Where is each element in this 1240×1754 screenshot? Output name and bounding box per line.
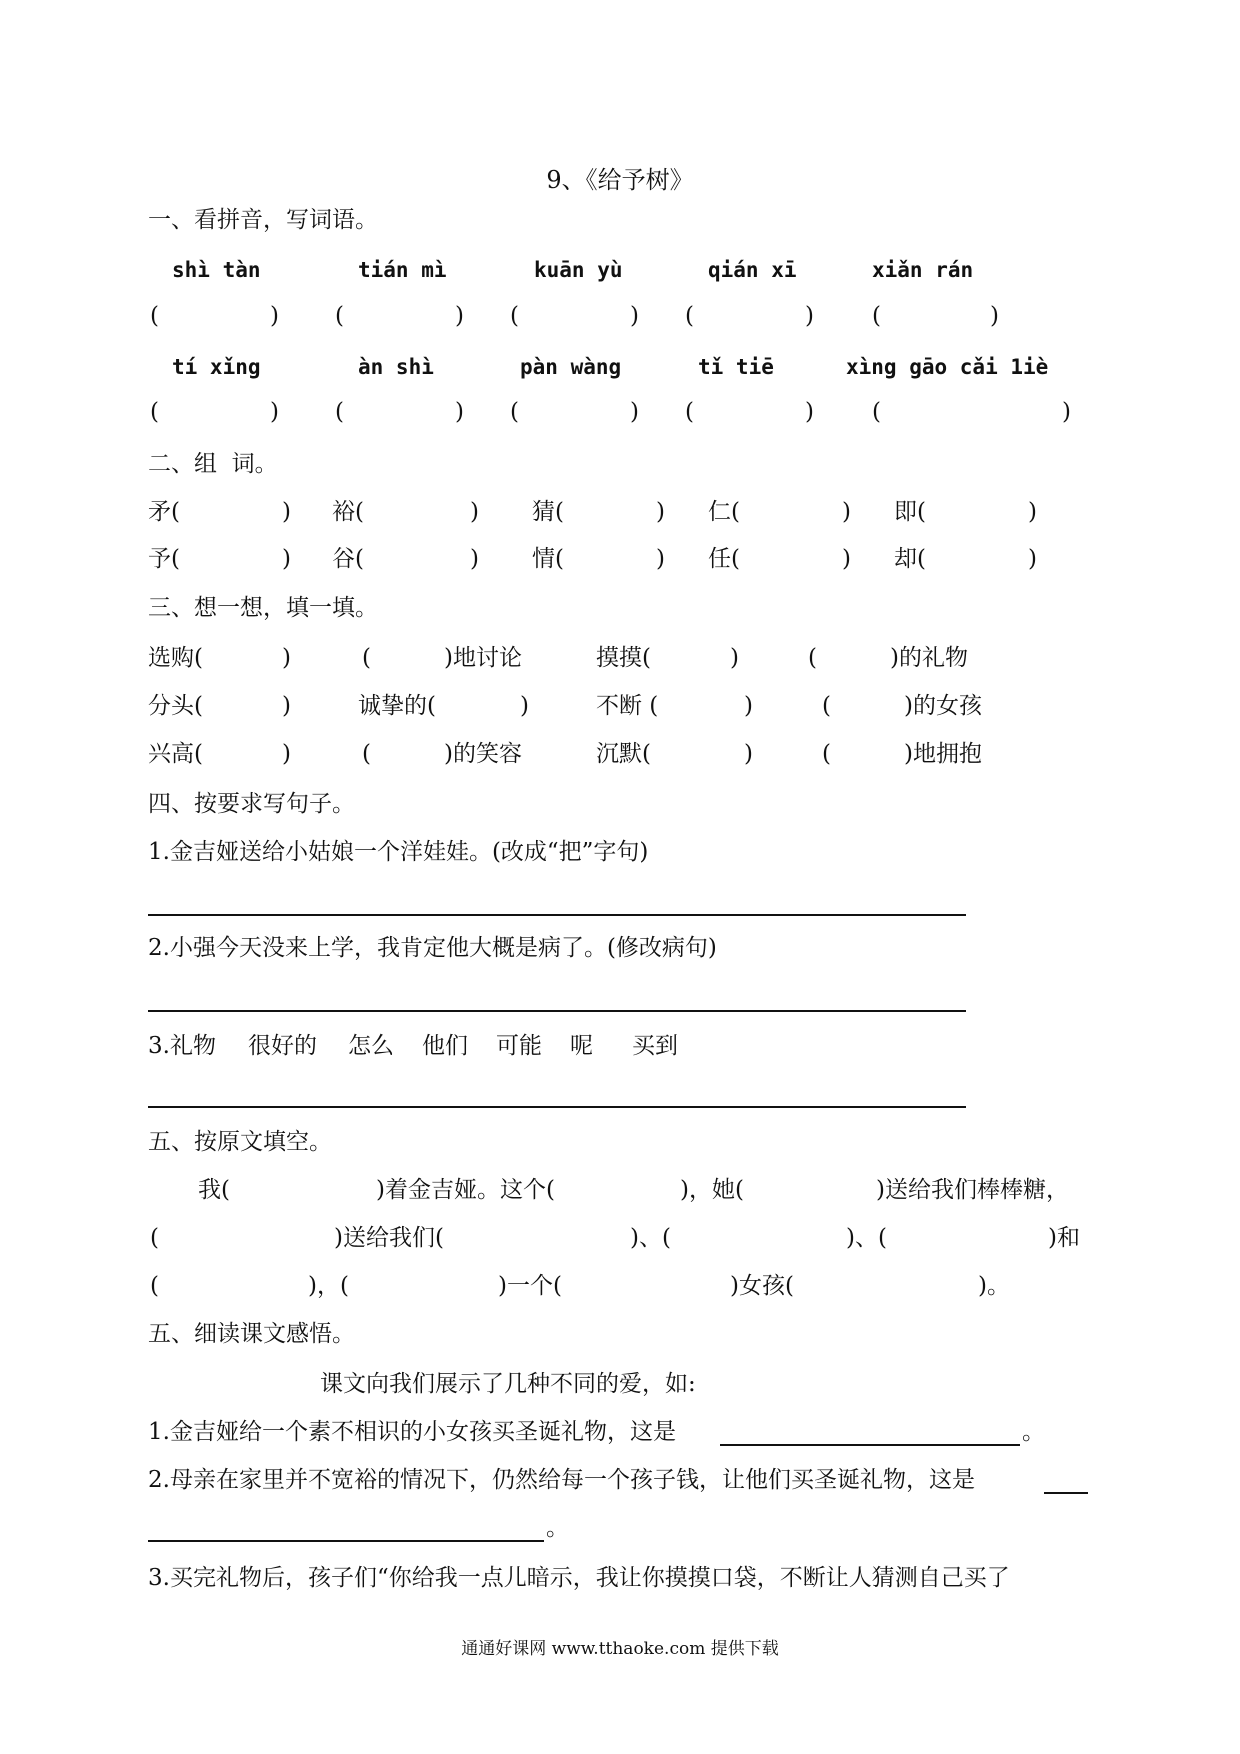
reflection-question-2: 2.母亲在家里并不宽裕的情况下，仍然给每一个孩子钱，让他们买圣诞礼物，这是 [148, 1467, 975, 1493]
section-1-heading: 一、看拼音，写词语。 [148, 207, 378, 233]
paren-open: ( [685, 399, 694, 425]
paren-open: ( [872, 303, 881, 329]
pinyin-3: kuān yù [534, 258, 623, 282]
paren-close: ) [805, 303, 814, 329]
answer-line-1[interactable] [148, 914, 966, 916]
word-item: 情( [532, 546, 564, 572]
fill-item: 不断 ( [596, 693, 659, 719]
passage-fragment: )女孩( [730, 1273, 794, 1299]
passage-fragment: )和 [1048, 1225, 1080, 1251]
paren-open: ( [510, 303, 519, 329]
fill-item: ( [822, 693, 831, 719]
word-item: 裕( [332, 499, 364, 525]
pinyin-4: qián xī [708, 258, 797, 282]
paren-close: ) [470, 499, 479, 525]
passage-fragment: )。 [978, 1273, 1010, 1299]
passage-fragment: )，她( [680, 1177, 744, 1203]
fill-item: 沉默( [596, 741, 651, 767]
section-3-heading: 三、想一想，填一填。 [148, 595, 378, 621]
pinyin-1: shì tàn [172, 258, 261, 282]
pinyin-5: xiǎn rán [872, 258, 974, 282]
paren-open: ( [335, 399, 344, 425]
paren-close: ) [990, 303, 999, 329]
period: 。 [1022, 1419, 1045, 1445]
paren-open: ( [335, 303, 344, 329]
period: 。 [546, 1515, 569, 1541]
passage-fragment: )、( [846, 1225, 887, 1251]
fill-item: 摸摸( [596, 645, 651, 671]
word-order-item: 买到 [632, 1033, 678, 1059]
paren-close: ) [630, 303, 639, 329]
paren-close: ) [630, 399, 639, 425]
word-item: 任( [708, 546, 740, 572]
fill-item: ( [362, 645, 371, 671]
fill-item: ) [282, 741, 291, 767]
fill-item: )地讨论 [444, 645, 522, 671]
fill-item: ( [362, 741, 371, 767]
paren-open: ( [872, 399, 881, 425]
fill-item: ) [744, 693, 753, 719]
section-6-intro: 课文向我们展示了几种不同的爱，如: [320, 1371, 696, 1397]
passage-fragment: ( [150, 1225, 159, 1251]
fill-item: )的礼物 [890, 645, 968, 671]
section-2-heading: 二、组 词。 [148, 451, 278, 477]
paren-close: ) [270, 399, 279, 425]
answer-line-3[interactable] [148, 1106, 966, 1108]
answer-line-5[interactable] [1044, 1492, 1088, 1494]
fill-item: 选购( [148, 645, 203, 671]
fill-item: ) [282, 645, 291, 671]
word-item: 仁( [708, 499, 740, 525]
reflection-question-1: 1.金吉娅给一个素不相识的小女孩买圣诞礼物，这是 [148, 1419, 676, 1445]
paren-close: ) [282, 546, 291, 572]
word-item: 即( [894, 499, 926, 525]
sentence-question-2: 2.小强今天没来上学，我肯定他大概是病了。(修改病句) [148, 935, 717, 961]
word-order-item: 呢 [570, 1033, 593, 1059]
fill-item: ) [520, 693, 529, 719]
paren-close: ) [270, 303, 279, 329]
fill-item: ) [744, 741, 753, 767]
fill-item: ( [822, 741, 831, 767]
reflection-question-3: 3.买完礼物后，孩子们“你给我一点儿暗示，我让你摸摸口袋，不断让人猜测自己买了 [148, 1565, 1010, 1591]
answer-line-6[interactable] [148, 1540, 544, 1542]
fill-item: 兴高( [148, 741, 203, 767]
word-item: 矛( [148, 499, 180, 525]
passage-fragment: )送给我们( [334, 1225, 444, 1251]
pinyin-2: tián mì [358, 258, 447, 282]
passage-fragment: ( [150, 1273, 159, 1299]
passage-fragment: )，( [308, 1273, 349, 1299]
word-order-item: 怎么 [348, 1033, 394, 1059]
word-item: 猜( [532, 499, 564, 525]
passage-fragment: )送给我们棒棒糖， [876, 1177, 1069, 1203]
footer-credit: 通通好课网 www.tthaoke.com 提供下载 [461, 1639, 779, 1659]
section-4-heading: 四、按要求写句子。 [148, 791, 355, 817]
word-item: 谷( [332, 546, 364, 572]
paren-close: ) [1028, 499, 1037, 525]
sentence-question-1: 1.金吉娅送给小姑娘一个洋娃娃。(改成“把”字句) [148, 839, 649, 865]
paren-open: ( [150, 303, 159, 329]
paren-close: ) [470, 546, 479, 572]
paren-close: ) [842, 499, 851, 525]
page-title: 9、《给予树》 [546, 166, 694, 194]
pinyin-6: tí xǐng [172, 355, 261, 379]
fill-item: )的女孩 [904, 693, 982, 719]
pinyin-7: àn shì [358, 355, 434, 379]
passage-fragment: )、( [630, 1225, 671, 1251]
paren-close: ) [842, 546, 851, 572]
paren-close: ) [805, 399, 814, 425]
section-5-heading: 五、按原文填空。 [148, 1129, 332, 1155]
paren-close: ) [656, 546, 665, 572]
fill-item: )地拥抱 [904, 741, 982, 767]
word-item: 却( [894, 546, 926, 572]
paren-close: ) [455, 303, 464, 329]
fill-item: ) [730, 645, 739, 671]
fill-item: 诚挚的( [358, 693, 436, 719]
word-order-item: 他们 [422, 1033, 468, 1059]
word-item: 予( [148, 546, 180, 572]
fill-item: 分头( [148, 693, 203, 719]
fill-item: ) [282, 693, 291, 719]
answer-line-2[interactable] [148, 1010, 966, 1012]
section-6-heading: 五、细读课文感悟。 [148, 1321, 355, 1347]
fill-item: ( [808, 645, 817, 671]
passage-fragment: 我( [198, 1177, 230, 1203]
paren-open: ( [150, 399, 159, 425]
word-order-item: 很好的 [248, 1033, 317, 1059]
word-order-item: 3.礼物 [148, 1033, 216, 1059]
paren-close: ) [1062, 399, 1071, 425]
pinyin-9: tǐ tiē [698, 355, 774, 379]
paren-close: ) [455, 399, 464, 425]
paren-open: ( [510, 399, 519, 425]
paren-close: ) [656, 499, 665, 525]
passage-fragment: )着金吉娅。这个( [376, 1177, 555, 1203]
passage-fragment: )一个( [498, 1273, 562, 1299]
paren-close: ) [1028, 546, 1037, 572]
fill-item: )的笑容 [444, 741, 522, 767]
paren-open: ( [685, 303, 694, 329]
word-order-item: 可能 [496, 1033, 542, 1059]
paren-close: ) [282, 499, 291, 525]
answer-line-4[interactable] [720, 1444, 1020, 1446]
pinyin-8: pàn wàng [520, 355, 622, 379]
pinyin-10: xìng gāo cǎi 1iè [846, 355, 1049, 379]
